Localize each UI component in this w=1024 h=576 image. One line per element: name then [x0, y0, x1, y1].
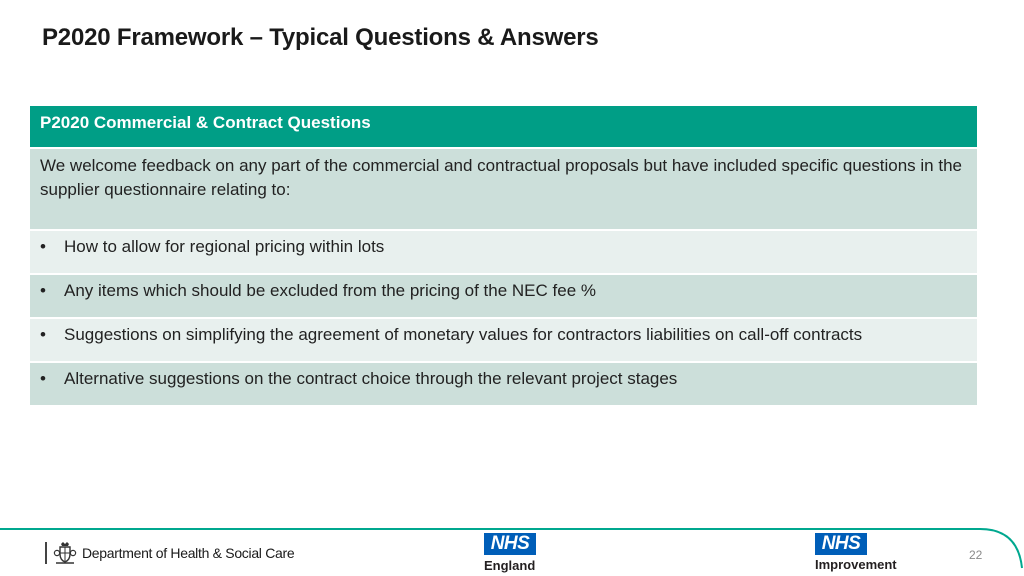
- bullet-row: [30, 317, 977, 361]
- royal-coat-of-arms-icon: [53, 541, 77, 565]
- nhs-improvement-logo: NHS: [815, 533, 867, 555]
- bullet-row: [30, 229, 977, 273]
- page-title: P2020 Framework – Typical Questions & Answers: [42, 24, 599, 51]
- footer-divider: [45, 542, 47, 564]
- bullet-text: Any items which should be excluded from the pricing of the NEC fee %: [64, 281, 596, 300]
- bullet-marker: •: [40, 369, 46, 388]
- bullet-row: [30, 273, 977, 317]
- bullet-marker: •: [40, 281, 46, 300]
- questions-table: [30, 106, 977, 405]
- department-name: Department of Health & Social Care: [82, 545, 295, 561]
- nhs-england-logo: NHS: [484, 533, 536, 555]
- nhs-england-label: England: [484, 558, 536, 573]
- bullet-text: Suggestions on simplifying the agreement of monetary values for contractors liabilities on call-off contracts: [64, 325, 863, 344]
- bullet-text: How to allow for regional pricing within lots: [64, 237, 385, 256]
- bullet-marker: •: [40, 325, 46, 344]
- intro-row: We welcome feedback on any part of the commercial and contractual proposals but have included specific questions in the supplier questionnaire relating to:: [30, 147, 977, 229]
- bullet-text: Alternative suggestions on the contract choice through the relevant project stages: [64, 369, 678, 388]
- page-number: 22: [969, 548, 983, 562]
- nhs-improvement-label: Improvement: [815, 557, 897, 572]
- bullet-marker: •: [40, 237, 46, 256]
- table-header: P2020 Commercial & Contract Questions: [30, 106, 977, 147]
- bullet-row: [30, 361, 977, 405]
